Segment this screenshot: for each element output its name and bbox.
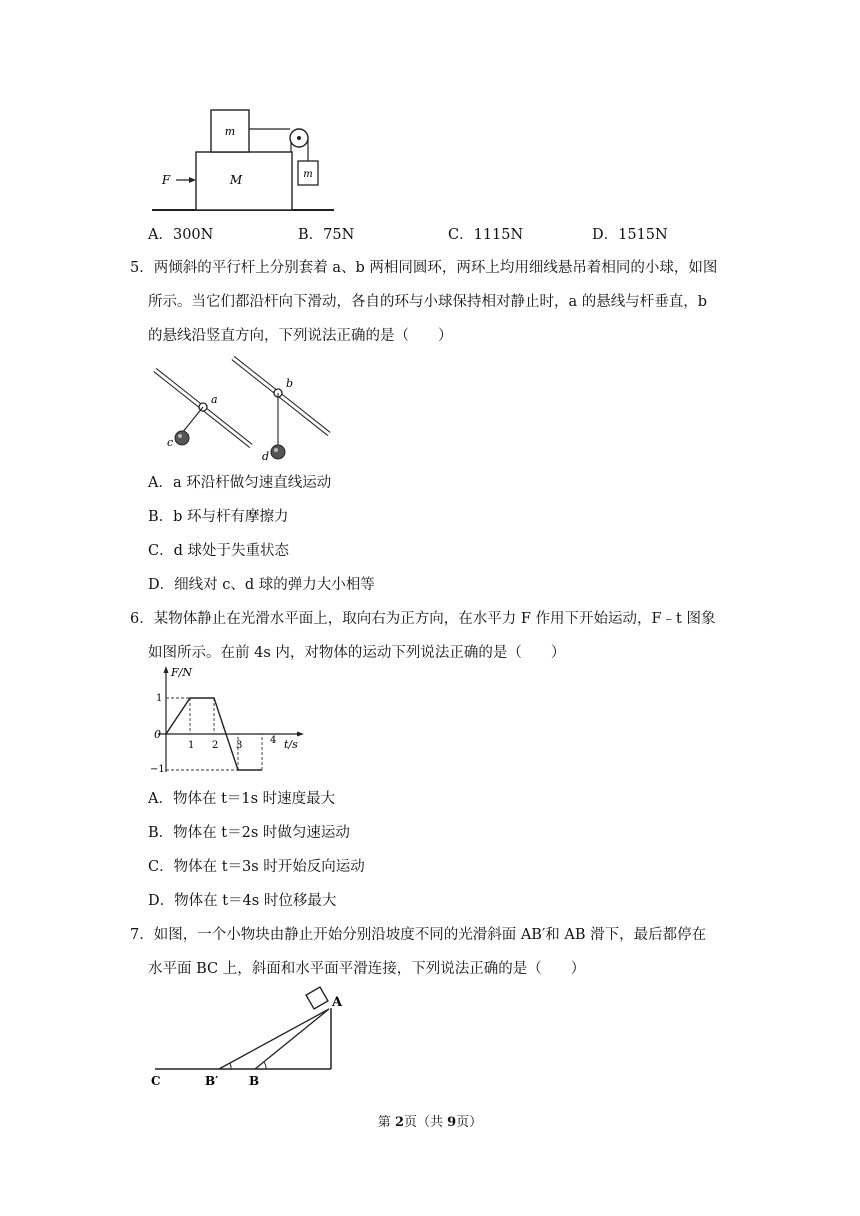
q7-incline-ab (255, 1009, 329, 1069)
q4-figure (148, 104, 338, 216)
q7-angle-b-prime (230, 1063, 231, 1069)
q5-option-a: A．a 环沿杆做匀速直线运动 (148, 475, 332, 491)
q6-ytick-minus1: −1 (150, 764, 165, 775)
footer-suffix: 页） (456, 1115, 483, 1130)
q5-thread-a (182, 407, 203, 433)
q6-xtick-4: 4 (270, 735, 277, 746)
q6-y-axis-arrow (164, 666, 169, 673)
q5-option-c: C．d 球处于失重状态 (148, 543, 289, 559)
q4-label-m-top: m (224, 125, 236, 138)
q4-label-M: M (229, 173, 243, 187)
q5-option-b: B．b 环与杆有摩擦力 (148, 509, 289, 525)
q6-x-axis-arrow (297, 732, 304, 737)
q6-ylabel: F/N (171, 666, 192, 679)
q6-xtick-3: 3 (236, 740, 243, 751)
q7-label-B: B (249, 1074, 260, 1088)
q7-label-B-prime: B′ (205, 1074, 219, 1088)
q5-label-a: a (211, 393, 218, 406)
q7-label-A: A (332, 995, 343, 1010)
q7-label-C: C (151, 1074, 161, 1088)
q5-option-d: D．细线对 c、d 球的弹力大小相等 (148, 577, 375, 593)
q4-label-m-hanging: m (303, 169, 313, 180)
q6-chart (148, 662, 310, 780)
q6-xtick-1: 1 (188, 740, 195, 751)
q4-label-F: F (161, 173, 171, 187)
footer-total-pages: 9 (447, 1115, 457, 1130)
q5-figure (145, 350, 340, 468)
q5-stem-line-1: 5．两倾斜的平行杆上分别套着 a、b 两相同圆环，两环上均用细线悬吊着相同的小球，如图 (130, 260, 718, 276)
q6-xtick-2: 2 (212, 740, 219, 751)
q4-option-b: B．75N (298, 227, 355, 243)
q6-stem-line-1: 6．某物体静止在光滑水平面上，取向右为正方向，在水平力 F 作用下开始运动，F﹣t 图象 (130, 611, 716, 627)
q4-option-a: A．300N (148, 227, 214, 243)
footer-middle: 页（共 (403, 1115, 448, 1130)
q5-label-b: b (286, 377, 294, 390)
q6-option-b: B．物体在 t＝2s 时做匀速运动 (148, 825, 350, 841)
footer-page-number: 2 (394, 1115, 404, 1130)
page-footer (0, 1111, 860, 1130)
q7-stem-line-1: 7．如图，一个小物块由静止开始分别沿坡度不同的光滑斜面 AB′和 AB 滑下，最后都停在 (130, 927, 707, 943)
q6-xlabel: t/s (284, 738, 298, 751)
q5-stem-line-3: 的悬线沿竖直方向，下列说法正确的是（ ） (148, 328, 453, 344)
q7-incline-ab-prime (219, 1009, 329, 1069)
q7-block (306, 987, 328, 1009)
q5-ball-d (271, 445, 285, 459)
q4-option-d: D．1515N (592, 227, 668, 243)
q6-stem-line-2: 如图所示。在前 4s 内，对物体的运动下列说法正确的是（ ） (148, 645, 566, 661)
q7-figure (145, 982, 355, 1090)
q7-stem-line-2: 水平面 BC 上，斜面和水平面平滑连接，下列说法正确的是（ ） (148, 961, 586, 977)
q7-angle-b (264, 1062, 266, 1069)
q5-stem-line-2: 所示。当它们都沿杆向下滑动，各自的环与小球保持相对静止时，a 的悬线与杆垂直，b (148, 294, 708, 310)
q5-ball-c (175, 431, 189, 445)
q4-big-block (196, 152, 292, 210)
q5-label-c: c (167, 436, 174, 449)
q6-option-d: D．物体在 t＝4s 时位移最大 (148, 893, 337, 909)
q4-option-c: C．1115N (448, 227, 524, 243)
footer-prefix: 第 (377, 1115, 395, 1130)
q6-origin-label: 0 (154, 728, 161, 741)
q6-ytick-1: 1 (156, 693, 163, 704)
q5-label-d: d (262, 450, 270, 463)
q6-option-c: C．物体在 t＝3s 时开始反向运动 (148, 859, 365, 875)
q6-option-a: A．物体在 t＝1s 时速度最大 (148, 791, 336, 807)
